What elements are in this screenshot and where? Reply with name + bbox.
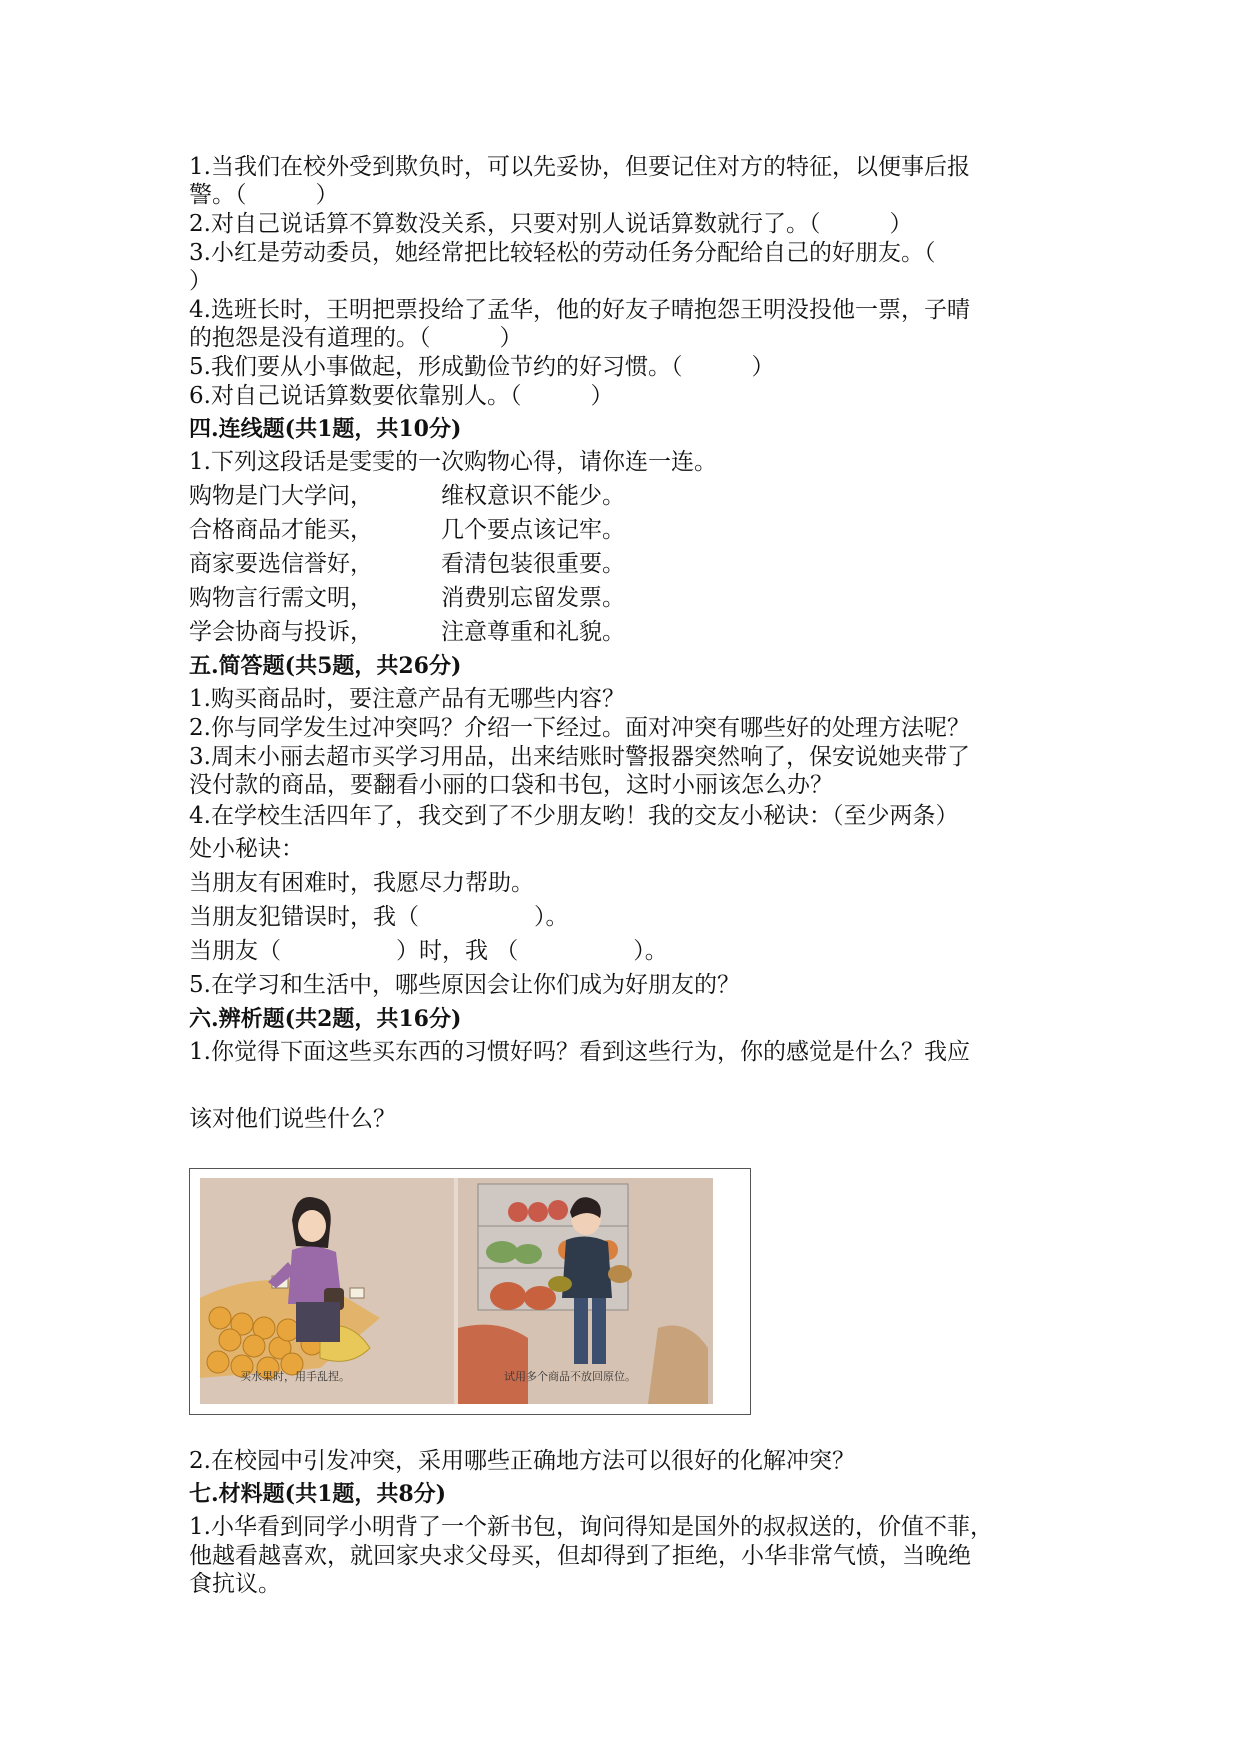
tf-item-2: 2.对自己说话算不算数没关系，只要对别人说话算数就行了。（ ） — [189, 211, 913, 237]
shopping-illustration — [189, 1168, 751, 1415]
illustration-panel-goods — [458, 1178, 713, 1404]
friend-tip-2: 当朋友犯错误时，我（ ）。 — [189, 904, 569, 930]
friend-tips-label: 处小秘诀： — [189, 836, 304, 862]
short-answer-1: 1.购买商品时，要注意产品有无哪些内容？ — [189, 686, 625, 712]
short-answer-4: 4.在学校生活四年了，我交到了不少朋友哟！我的交友小秘诀：（至少两条） — [189, 803, 959, 829]
section4-heading: 四.连线题(共1题，共10分) — [189, 416, 462, 442]
material-line-1: 1.小华看到同学小明背了一个新书包，询问得知是国外的叔叔送的，价值不菲， — [189, 1514, 993, 1540]
section6-heading: 六.辨析题(共2题，共16分) — [189, 1006, 462, 1032]
match-right-4: 消费别忘留发票。 — [441, 585, 625, 611]
match-right-3: 看清包装很重要。 — [441, 551, 625, 577]
analysis-q1-line1: 1.你觉得下面这些买东西的习惯好吗？看到这些行为，你的感觉是什么？我应 — [189, 1039, 970, 1065]
tf-item-5: 5.我们要从小事做起，形成勤俭节约的好习惯。（ ） — [189, 354, 775, 380]
short-answer-5: 5.在学习和生活中，哪些原因会让你们成为好朋友的？ — [189, 972, 740, 998]
tf-item-1-line2: 警。（ ） — [189, 182, 339, 208]
section5-heading: 五.简答题(共5题，共26分) — [189, 653, 462, 679]
match-left-4: 购物言行需文明， — [189, 585, 373, 611]
match-right-5: 注意尊重和礼貌。 — [441, 619, 625, 645]
tf-item-4-line2: 的抱怨是没有道理的。（ ） — [189, 325, 523, 351]
short-answer-3-line2: 没付款的商品，要翻看小丽的口袋和书包，这时小丽该怎么办？ — [189, 772, 833, 798]
short-answer-3-line1: 3.周末小丽去超市买学习用品，出来结账时警报器突然响了，保安说她夹带了 — [189, 744, 970, 770]
tf-item-1-line1: 1.当我们在校外受到欺负时，可以先妥协，但要记住对方的特征，以便事后报 — [189, 154, 970, 180]
match-right-1: 维权意识不能少。 — [441, 483, 625, 509]
tf-item-4-line1: 4.选班长时，王明把票投给了孟华，他的好友子晴抱怨王明没投他一票，子晴 — [189, 297, 970, 323]
illustration-panel-fruit — [200, 1178, 454, 1404]
match-left-3: 商家要选信誉好， — [189, 551, 373, 577]
section4-question: 1.下列这段话是雯雯的一次购物心得，请你连一连。 — [189, 449, 717, 475]
friend-tip-3: 当朋友（ ）时，我 （ ）。 — [189, 938, 668, 964]
short-answer-2: 2.你与同学发生过冲突吗？介绍一下经过。面对冲突有哪些好的处理方法呢？ — [189, 715, 970, 741]
tf-item-3-line2: ） — [189, 268, 212, 294]
material-line-3: 食抗议。 — [189, 1571, 281, 1597]
caption-left: 买水果时，用手乱捏。 — [240, 1370, 350, 1383]
match-right-2: 几个要点该记牢。 — [441, 517, 625, 543]
match-left-1: 购物是门大学问， — [189, 483, 373, 509]
friend-tip-1: 当朋友有困难时，我愿尽力帮助。 — [189, 870, 534, 896]
match-left-2: 合格商品才能买， — [189, 517, 373, 543]
analysis-q2: 2.在校园中引发冲突，采用哪些正确地方法可以很好的化解冲突？ — [189, 1448, 855, 1474]
caption-right: 试用多个商品不放回原位。 — [504, 1370, 636, 1383]
tf-item-3-line1: 3.小红是劳动委员，她经常把比较轻松的劳动任务分配给自己的好朋友。（ — [189, 240, 936, 266]
tf-item-6: 6.对自己说话算数要依靠别人。（ ） — [189, 383, 614, 409]
section7-heading: 七.材料题(共1题，共8分) — [189, 1481, 447, 1507]
illustration-photo — [200, 1178, 713, 1404]
analysis-q1-line2: 该对他们说些什么？ — [189, 1106, 396, 1132]
material-line-2: 他越看越喜欢，就回家央求父母买，但却得到了拒绝，小华非常气愤，当晚绝 — [189, 1543, 971, 1569]
match-left-5: 学会协商与投诉， — [189, 619, 373, 645]
